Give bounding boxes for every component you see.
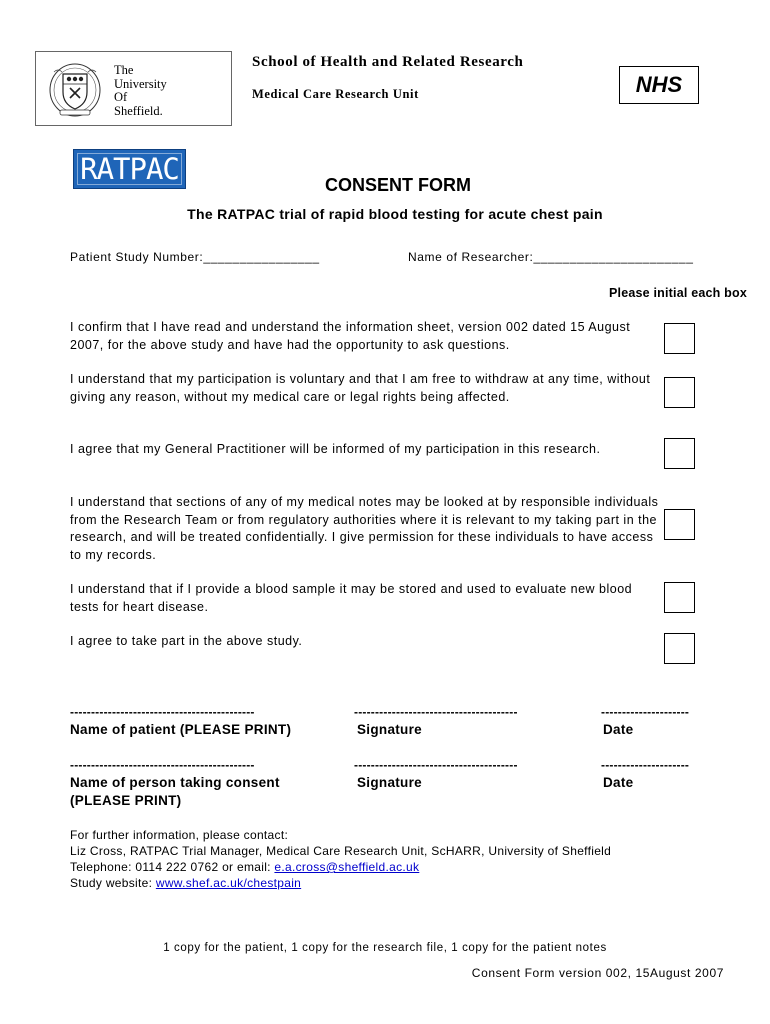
contact-intro: For further information, please contact: <box>70 828 289 842</box>
initial-box-6[interactable] <box>664 633 695 664</box>
university-name-line: The <box>114 63 134 77</box>
nhs-logo: NHS <box>619 66 699 104</box>
initial-box-3[interactable] <box>664 438 695 469</box>
consent-statement-5: I understand that if I provide a blood sample it may be stored and used to evaluate new blood tests for heart disease. <box>70 582 633 614</box>
form-version: Consent Form version 002, 15August 2007 <box>471 966 724 980</box>
form-title: CONSENT FORM <box>325 175 471 195</box>
university-logo <box>35 51 232 126</box>
patient-date-line[interactable]: --------------------- <box>601 705 690 719</box>
unit-name: Medical Care Research Unit <box>252 87 419 101</box>
consent-taker-name-line[interactable]: -------------------------------------------- <box>70 758 255 772</box>
university-crest-icon <box>48 62 102 118</box>
email-link[interactable]: e.a.cross@sheffield.ac.uk <box>274 860 420 874</box>
website-link[interactable]: www.shef.ac.uk/chestpain <box>155 876 302 890</box>
consent-taker-signature-label: Signature <box>357 775 422 790</box>
consent-taker-name-label <box>70 774 280 810</box>
telephone-text: Telephone: 0114 222 0762 or email: <box>70 860 275 874</box>
patient-signature-line[interactable]: --------------------------------------- <box>354 705 518 719</box>
consent-statement-2: I understand that my participation is voluntary and that I am free to withdraw at any time, without giving any reason, without my medical care or legal rights being affected. <box>70 372 651 404</box>
study-website <box>70 875 301 891</box>
website-prefix: Study website: <box>70 876 156 890</box>
initial-box-1[interactable] <box>664 323 695 354</box>
initial-box-2[interactable] <box>664 377 695 408</box>
ratpac-logo-text: RATPAC <box>80 152 179 186</box>
university-name-line: Sheffield. <box>114 103 163 118</box>
consent-statement-3: I agree that my General Practitioner will be informed of my participation in this research. <box>70 442 601 456</box>
patient-study-number-field[interactable]: Patient Study Number:________________ <box>70 250 320 264</box>
consent-taker-name-label-line2: (PLEASE PRINT) <box>70 793 182 808</box>
initial-box-4[interactable] <box>664 509 695 540</box>
consent-statement-1: I confirm that I have read and understand the information sheet, version 002 dated 15 August 2007, for the above study and have had the opportunity to ask questions. <box>70 320 631 352</box>
initial-instruction: Please initial each box <box>609 286 747 300</box>
contact-telephone <box>70 859 419 875</box>
initial-box-5[interactable] <box>664 582 695 613</box>
patient-name-label: Name of patient (PLEASE PRINT) <box>70 722 292 737</box>
consent-taker-name-label-line1: Name of person taking consent <box>70 775 280 790</box>
university-name <box>114 64 167 118</box>
consent-taker-date-line[interactable]: --------------------- <box>601 758 690 772</box>
consent-taker-signature-line[interactable]: --------------------------------------- <box>354 758 518 772</box>
patient-name-line[interactable]: -------------------------------------------- <box>70 705 255 719</box>
university-name-line: Of <box>114 90 128 104</box>
patient-date-label: Date <box>603 722 634 737</box>
school-name: School of Health and Related Research <box>252 54 524 70</box>
consent-statement-4: I understand that sections of any of my medical notes may be looked at by responsible individuals from the Research Team or from regulatory authorities where it is relevant to my taking part in the research, and will be treated confidentially. I give permission for these individuals to have access to my records. <box>70 495 659 562</box>
copies-note: 1 copy for the patient, 1 copy for the research file, 1 copy for the patient notes <box>163 942 607 954</box>
contact-person: Liz Cross, RATPAC Trial Manager, Medical Care Research Unit, ScHARR, University of Sheffield <box>70 844 612 858</box>
form-subtitle: The RATPAC trial of rapid blood testing for acute chest pain <box>187 206 603 222</box>
consent-taker-date-label: Date <box>603 775 634 790</box>
consent-statement-6: I agree to take part in the above study. <box>70 634 303 648</box>
university-name-line: University <box>114 76 167 91</box>
researcher-name-field[interactable]: Name of Researcher:______________________ <box>408 250 694 264</box>
patient-signature-label: Signature <box>357 722 422 737</box>
